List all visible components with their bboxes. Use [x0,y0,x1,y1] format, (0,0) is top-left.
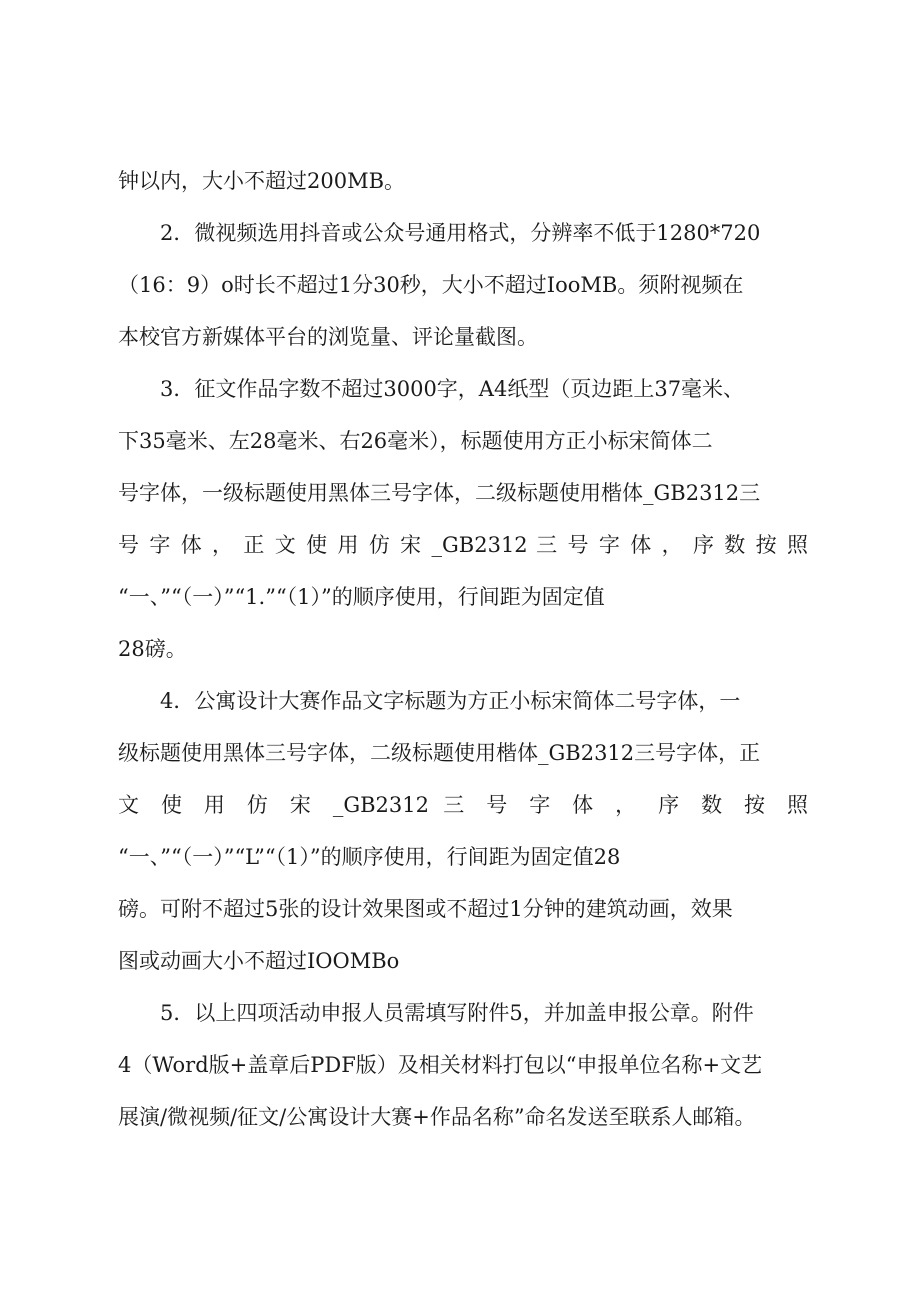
text-line: “一、”“（一）”“L”“（1）”的顺序使用，行间距为固定值28 [118,845,621,869]
text-line: 2．微视频选用抖音或公众号通用格式，分辨率不低于1280*720 [160,221,761,245]
text-line: “一、”“（一）”“1.”“（1）”的顺序使用，行间距为固定值 [118,585,605,609]
text-line: 4．公寓设计大赛作品文字标题为方正小标宋简体二号字体，一 [160,689,741,713]
text-line: 图或动画大小不超过IOOMBo [118,949,400,973]
text-line: 钟以内，大小不超过200MB。 [118,169,406,193]
text-line: 号 字 体 ， 正 文 使 用 仿 宋 _GB2312 三 号 字 体 ， 序 数 按 照 [118,533,808,557]
text-line: 本校官方新媒体平台的浏览量、评论量截图。 [118,325,538,349]
text-line: 级标题使用黑体三号字体，二级标题使用楷体_GB2312三号字体，正 [118,741,761,765]
text-line: 5．以上四项活动申报人员需填写附件5，并加盖申报公章。附件 [160,1001,754,1025]
text-line: 磅。可附不超过5张的设计效果图或不超过1分钟的建筑动画，效果 [118,897,733,921]
text-line: （16：9）o时长不超过1分30秒，大小不超过IooMB。须附视频在 [118,273,744,297]
text-line: 下35毫米、左28毫米、右26毫米），标题使用方正小标宋简体二 [118,429,713,453]
text-line: 4（Word版+盖章后PDF版）及相关材料打包以“申报单位名称+文艺 [118,1053,763,1077]
text-line: 文 使 用 仿 宋 _GB2312 三 号 字 体 ， 序 数 按 照 [118,793,808,817]
document-page [118,155,808,1143]
text-line: 28磅。 [118,637,187,661]
text-line: 3．征文作品字数不超过3000字，A4纸型（页边距上37毫米、 [160,377,745,401]
text-line: 号字体，一级标题使用黑体三号字体，二级标题使用楷体_GB2312三 [118,481,761,505]
text-line: 展演/微视频/征文/公寓设计大赛+作品名称”命名发送至联系人邮箱。 [118,1105,756,1129]
